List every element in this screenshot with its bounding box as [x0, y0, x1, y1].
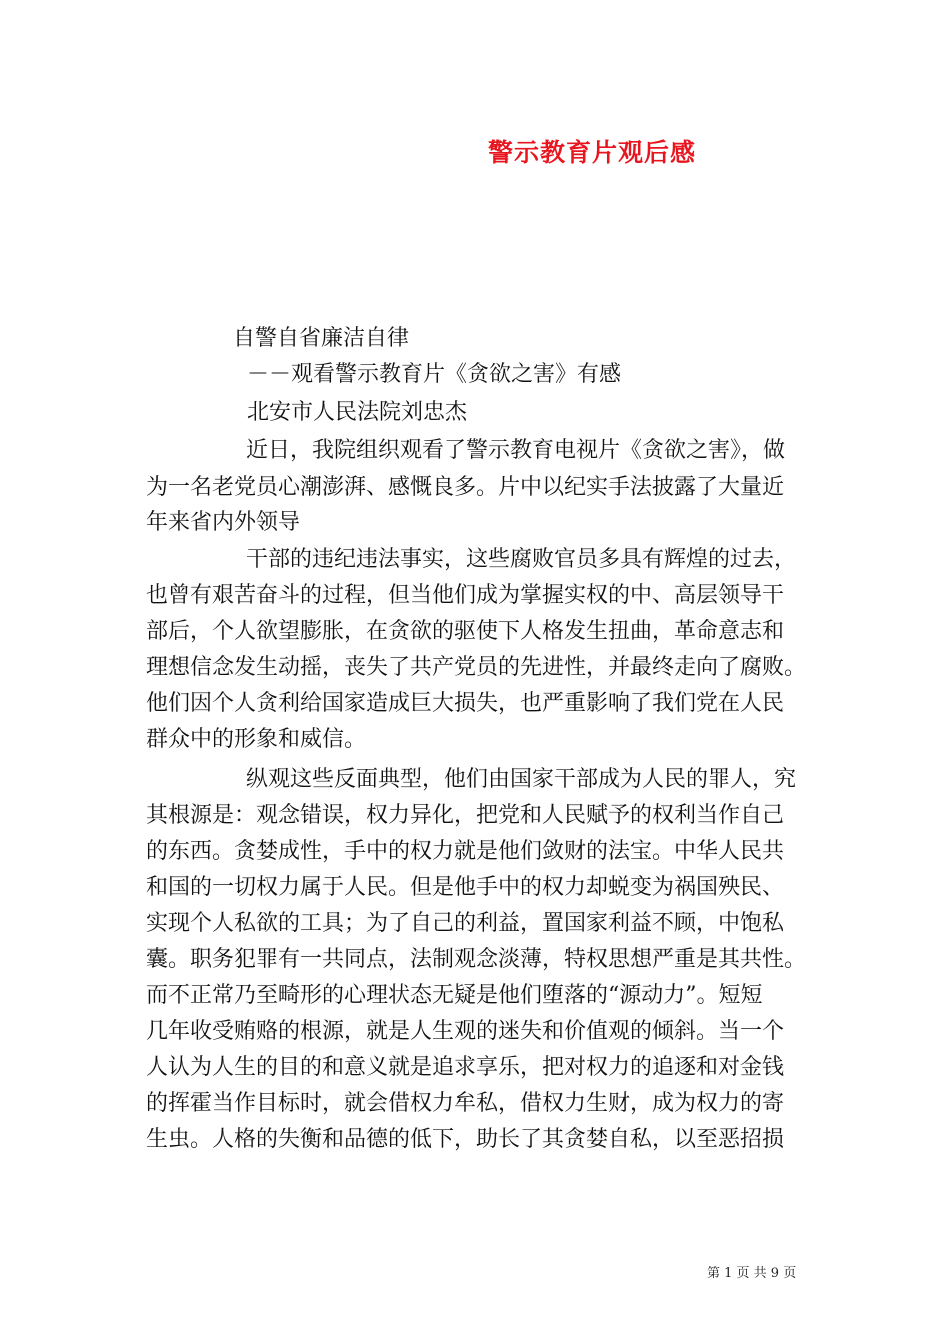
page-footer: 第 1 页 共 9 页	[707, 1266, 797, 1281]
text-line: 纵观这些反面典型，他们由国家干部成为人民的罪人，究	[246, 767, 797, 792]
text-line: 人认为人生的目的和意义就是追求享乐，把对权力的追逐和对金钱	[146, 1055, 785, 1080]
text-line: 实现个人私欲的工具；为了自己的利益，置国家利益不顾，中饱私	[146, 911, 785, 936]
text-line: 其根源是：观念错误，权力异化，把党和人民赋予的权利当作自己	[146, 803, 785, 828]
text-line: 年来省内外领导	[146, 510, 301, 535]
text-line: 也曾有艰苦奋斗的过程，但当他们成为掌握实权的中、高层领导干	[146, 583, 785, 608]
text-line: 为一名老党员心潮澎湃、感慨良多。片中以纪实手法披露了大量近	[146, 475, 785, 500]
text-line: 群众中的形象和威信。	[146, 727, 367, 752]
text-line: 生虫。人格的失衡和品德的低下，助长了其贪婪自私，以至恶招损	[146, 1127, 785, 1152]
text-line: 理想信念发生动摇，丧失了共产党员的先进性，并最终走向了腐败。	[146, 655, 807, 680]
subtitle-line: 自警自省廉洁自律	[233, 326, 410, 351]
text-line: 和国的一切权力属于人民。但是他手中的权力却蜕变为祸国殃民、	[146, 875, 785, 900]
subtitle-line: －－观看警示教育片《贪欲之害》有感	[247, 362, 622, 387]
text-line: 他们因个人贪利给国家造成巨大损失，也严重影响了我们党在人民	[146, 691, 785, 716]
text-line: 部后，个人欲望膨胀，在贪欲的驱使下人格发生扭曲，革命意志和	[146, 619, 785, 644]
text-line: 的东西。贪婪成性，手中的权力就是他们敛财的法宝。中华人民共	[146, 839, 785, 864]
author-line: 北安市人民法院刘忠杰	[247, 400, 468, 425]
text-line: 几年收受贿赂的根源，就是人生观的迷失和价值观的倾斜。当一个	[146, 1019, 785, 1044]
text-line: 干部的违纪违法事实，这些腐败官员多具有辉煌的过去，	[246, 547, 797, 572]
text-line: 的挥霍当作目标时，就会借权力牟私，借权力生财，成为权力的寄	[146, 1091, 785, 1116]
text-line: 而不正常乃至畸形的心理状态无疑是他们堕落的“源动力”。短短	[146, 983, 763, 1008]
text-line: 囊。职务犯罪有一共同点，法制观念淡薄，特权思想严重是其共性。	[146, 947, 807, 972]
document-title: 警示教育片观后感	[488, 138, 697, 167]
text-line: 近日，我院组织观看了警示教育电视片《贪欲之害》，做	[246, 438, 786, 463]
